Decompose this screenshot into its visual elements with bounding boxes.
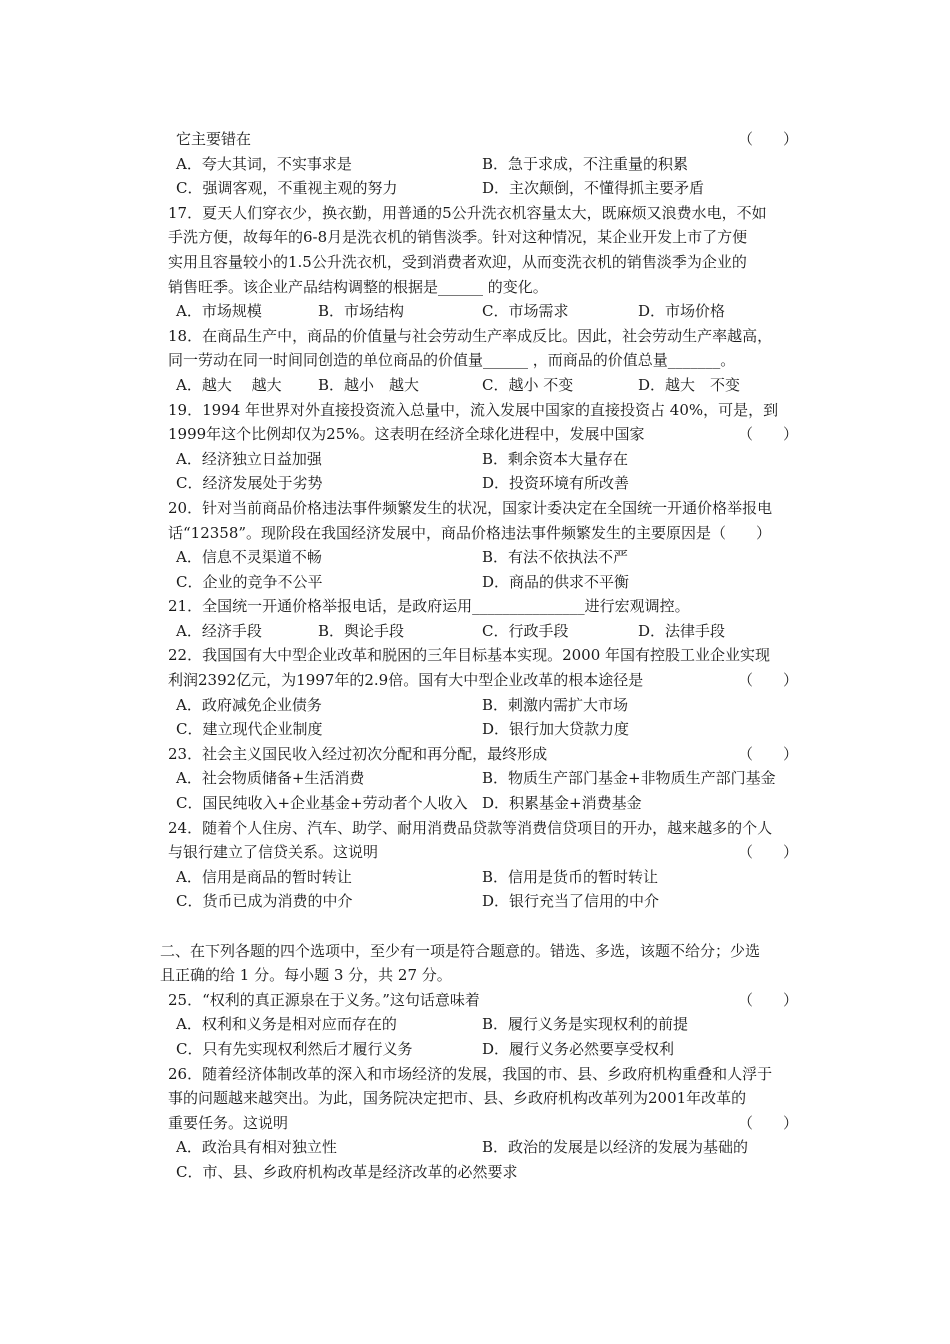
q22-option-c: C．建立现代企业制度 — [176, 720, 323, 739]
q24-options-row-1 — [168, 865, 802, 890]
section2-heading-line-1: 二、在下列各题的四个选项中，至少有一项是符合题意的。错选、多选，该题不给分；少选 — [160, 941, 761, 960]
q17-line-2: 手洗方便，故每年的6-8月是洗衣机的销售淡季。针对这种情况，某企业开发上市了方便 — [168, 228, 748, 247]
q26-line-1: 26．随着经济体制改革的深入和市场经济的发展，我国的市、县、乡政府机构重叠和人浮于 — [168, 1064, 773, 1083]
q19-options-row-2 — [168, 471, 802, 496]
q19-options-row-1 — [168, 447, 802, 472]
q24-option-b: B．信用是货币的暂时转让 — [482, 867, 659, 886]
q19-line-2-text: 1999年这个比例却仅为25%。这表明在经济全球化进程中，发展中国家 — [168, 425, 645, 444]
q24-option-c: C．货币已成为消费的中介 — [176, 892, 353, 911]
q25-line-1 — [168, 988, 802, 1013]
q24-line-2-text: 与银行建立了信贷关系。这说明 — [168, 843, 379, 862]
q18-option-b: B．越小 越大 — [318, 375, 420, 394]
q21-line-1: 21．全国统一开通价格举报电话，是政府运用_______________进行宏观调控。 — [168, 597, 690, 616]
q17-option-c: C．市场需求 — [482, 302, 569, 321]
q26-option-a: A．政治具有相对独立性 — [176, 1138, 337, 1157]
section2-heading-line-2: 且正确的给 1 分。每小题 3 分，共 27 分。 — [160, 966, 452, 985]
q17-line-1: 17．夏天人们穿衣少，换衣勤，用普通的5公升洗衣机容量太大，既麻烦又浪费水电，不如 — [168, 203, 767, 222]
q20-option-b: B．有法不依执法不严 — [482, 548, 629, 567]
exam-content — [160, 127, 802, 1185]
q23-options-row-1 — [168, 766, 802, 791]
q23-answer-bracket: （ ） — [737, 744, 798, 763]
q19-option-c: C．经济发展处于劣势 — [176, 474, 323, 493]
q18-option-a: A．越大 越大 — [176, 375, 282, 394]
q26-options-row-2 — [168, 1160, 802, 1185]
q17-line-4: 销售旺季。该企业产品结构调整的根据是______ 的变化。 — [168, 277, 548, 296]
q25-options-row-1 — [168, 1012, 802, 1037]
q19-option-b: B．剩余资本大量存在 — [482, 449, 629, 468]
q21-options-row — [168, 619, 802, 644]
q22-options-row-1 — [168, 693, 802, 718]
q16-options-row-2 — [168, 176, 802, 201]
q23-option-c: C．国民纯收入+企业基金+劳动者个人收入 — [176, 794, 468, 813]
q16-answer-bracket: （ ） — [737, 130, 798, 148]
q20-options-row-1 — [168, 545, 802, 570]
q26-option-c: C．市、县、乡政府机构改革是经济改革的必然要求 — [176, 1162, 518, 1181]
q25-options-row-2 — [168, 1037, 802, 1062]
q24-line-2 — [168, 840, 802, 865]
q24-options-row-2 — [168, 889, 802, 914]
q22-option-b: B．刺激内需扩大市场 — [482, 695, 629, 714]
q20-line-2: 话“12358”。现阶段在我国经济发展中，商品价格违法事件频繁发生的主要原因是（ ） — [168, 523, 772, 542]
q18-line-1: 18．在商品生产中，商品的价值量与社会劳动生产率成反比。因此，社会劳动生产率越高， — [168, 326, 773, 345]
q17-option-d: D．市场价格 — [638, 302, 726, 321]
q21-option-c: C．行政手段 — [482, 621, 569, 640]
q19-option-a: A．经济独立日益加强 — [176, 449, 322, 468]
q24-line-1: 24．随着个人住房、汽车、助学、耐用消费品贷款等消费信贷项目的开办，越来越多的个人 — [168, 818, 773, 837]
q22-answer-bracket: （ ） — [737, 671, 798, 690]
q16-option-b: B．急于求成，不注重量的积累 — [482, 154, 689, 173]
q23-option-a: A．社会物质储备+生活消费 — [176, 769, 365, 788]
q19-answer-bracket: （ ） — [737, 425, 798, 444]
q18-options-row — [168, 373, 802, 398]
q19-option-d: D．投资环境有所改善 — [482, 474, 630, 493]
q23-line-1-text: 23．社会主义国民收入经过初次分配和再分配，最终形成 — [168, 744, 548, 763]
q17-line-3: 实用且容量较小的1.5公升洗衣机，受到消费者欢迎，从而变洗衣机的销售淡季为企业的 — [168, 252, 747, 271]
q23-line-1 — [168, 742, 802, 767]
q21-option-a: A．经济手段 — [176, 621, 262, 640]
q17-option-b: B．市场结构 — [318, 302, 405, 321]
q16-stem-line — [168, 127, 802, 152]
q22-option-a: A．政府减免企业债务 — [176, 695, 322, 714]
q16-option-a: A．夸大其词，不实事求是 — [176, 154, 352, 173]
q26-line-3 — [168, 1111, 802, 1136]
section-gap — [168, 914, 802, 939]
q25-option-d: D．履行义务必然要享受权利 — [482, 1039, 675, 1058]
q26-option-b: B．政治的发展是以经济的发展为基础的 — [482, 1138, 749, 1157]
q20-option-a: A．信息不灵渠道不畅 — [176, 548, 322, 567]
q17-options-row — [168, 299, 802, 324]
q26-line-2: 事的问题越来越突出。为此，国务院决定把市、县、乡政府机构改革列为2001年改革的 — [168, 1089, 747, 1108]
q26-options-row-1 — [168, 1135, 802, 1160]
q20-line-1: 20．针对当前商品价格违法事件频繁发生的状况，国家计委决定在全国统一开通价格举报电 — [168, 498, 773, 517]
q25-option-c: C．只有先实现权利然后才履行义务 — [176, 1039, 413, 1058]
q22-option-d: D．银行加大贷款力度 — [482, 720, 630, 739]
q20-option-c: C．企业的竞争不公平 — [176, 572, 323, 591]
q24-option-d: D．银行充当了信用的中介 — [482, 892, 660, 911]
q24-option-a: A．信用是商品的暂时转让 — [176, 867, 352, 886]
q21-option-d: D．法律手段 — [638, 621, 726, 640]
q24-answer-bracket: （ ） — [737, 843, 798, 862]
q22-line-2-text: 利润2392亿元，为1997年的2.9倍。国有大中型企业改革的根本途径是 — [168, 671, 644, 690]
q23-option-b: B．物质生产部门基金+非物质生产部门基金 — [482, 769, 776, 788]
q18-line-2: 同一劳动在同一时间同创造的单位商品的价值量______ ，而商品的价值总量_______。 — [168, 351, 736, 370]
q22-line-1: 22．我国国有大中型企业改革和脱困的三年目标基本实现。2000 年国有控股工业企业实现 — [168, 646, 771, 665]
q19-line-2 — [168, 422, 802, 447]
q16-stem: 它主要错在 — [176, 130, 252, 148]
q19-line-1: 19．1994 年世界对外直接投资流入总量中，流入发展中国家的直接投资占 40%，可是，到 — [168, 400, 779, 419]
q23-option-d: D．积累基金+消费基金 — [482, 794, 642, 813]
q18-option-c: C．越小 不变 — [482, 375, 574, 394]
q25-line-1-text: 25．“权利的真正源泉在于义务。”这句话意味着 — [168, 990, 480, 1009]
q20-options-row-2 — [168, 570, 802, 595]
q23-options-row-2 — [168, 791, 802, 816]
q16-option-c: C．强调客观，不重视主观的努力 — [176, 179, 398, 198]
q18-option-d: D．越大 不变 — [638, 375, 741, 394]
q25-option-a: A．权利和义务是相对应而存在的 — [176, 1015, 397, 1034]
q22-line-2 — [168, 668, 802, 693]
q16-options-row-1 — [168, 152, 802, 177]
q16-option-d: D．主次颠倒，不懂得抓主要矛盾 — [482, 179, 705, 198]
q25-answer-bracket: （ ） — [737, 990, 798, 1009]
q21-option-b: B．舆论手段 — [318, 621, 405, 640]
q26-answer-bracket: （ ） — [737, 1113, 798, 1132]
q20-option-d: D．商品的供求不平衡 — [482, 572, 630, 591]
q25-option-b: B．履行义务是实现权利的前提 — [482, 1015, 689, 1034]
q22-options-row-2 — [168, 717, 802, 742]
q26-line-3-text: 重要任务。这说明 — [168, 1113, 289, 1132]
q17-option-a: A．市场规模 — [176, 302, 262, 321]
